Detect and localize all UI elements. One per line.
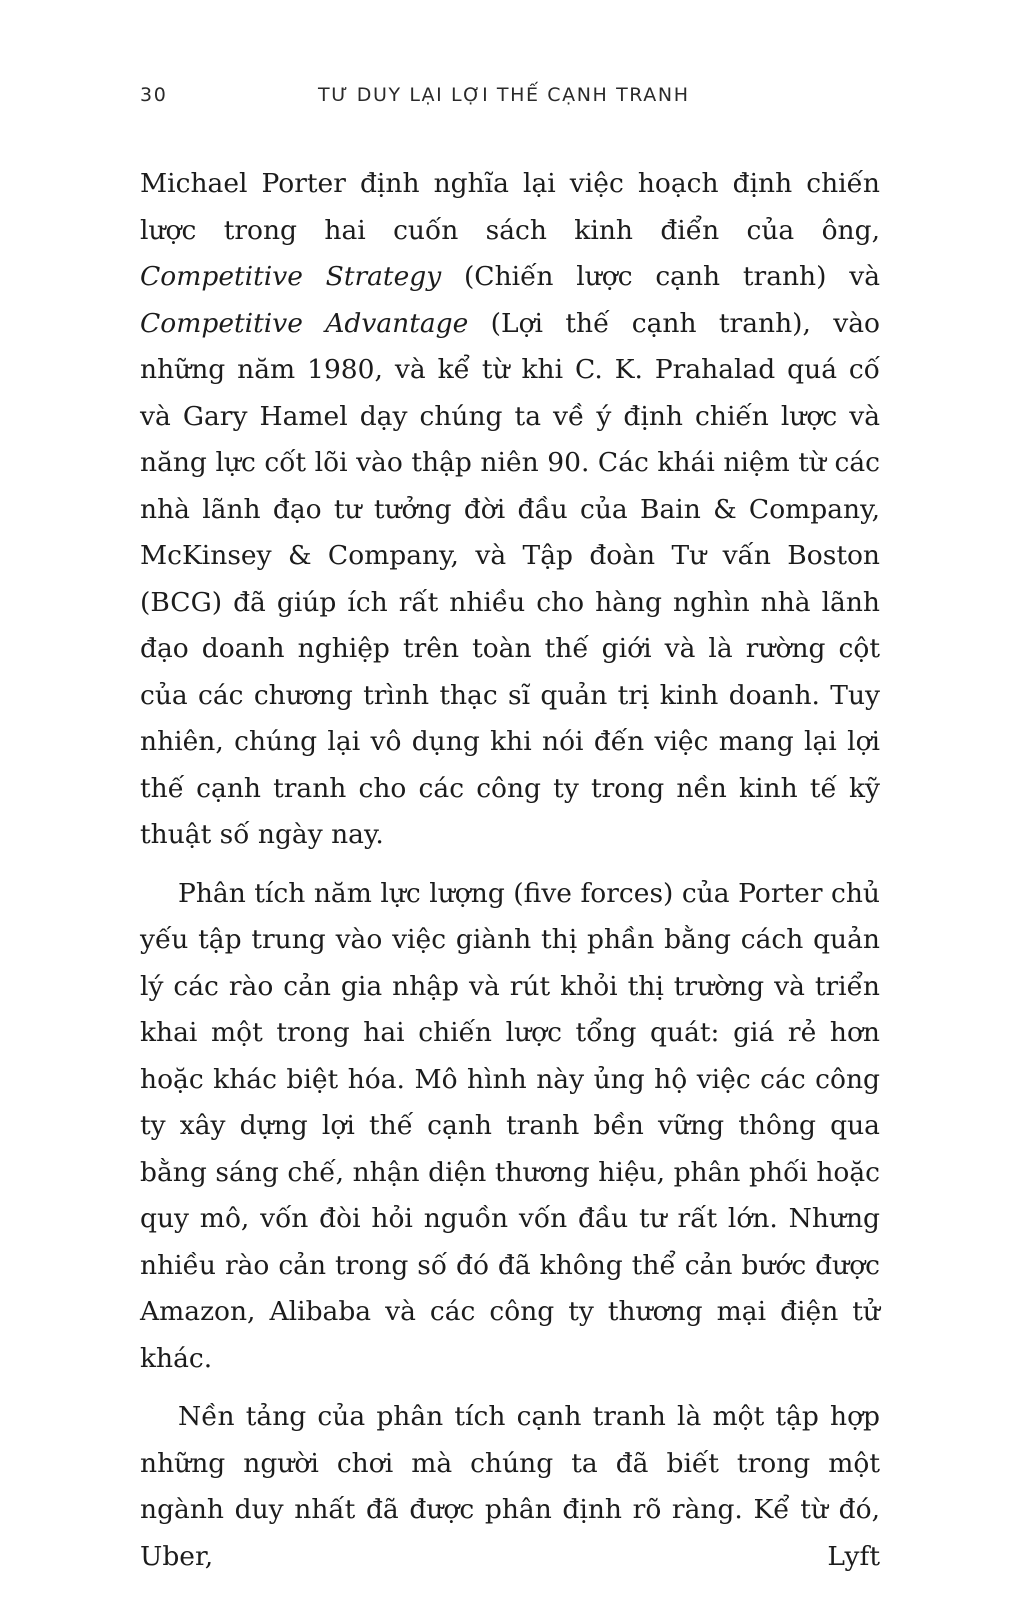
body-text	[140, 161, 880, 1592]
paragraph-1	[140, 161, 880, 859]
paragraph-1-text-c: (Lợi thế cạnh tranh), vào những năm 1980, và kể từ khi C. K. Prahalad quá cố và Gary Hamel dạy chúng ta về ý định chiến lược và năng lực cốt lõi vào thập niên 90. Các khái niệm từ các nhà lãnh đạo tư tưởng đời đầu của Bain & Company, McKinsey & Company, và Tập đoàn Tư vấn Boston (BCG) đã giúp ích rất nhiều cho hàng nghìn nhà lãnh đạo doanh nghiệp trên toàn thế giới và là rường cột của các chương trình thạc sĩ quản trị kinh doanh. Tuy nhiên, chúng lại vô dụng khi nói đến việc mang lại lợi thế cạnh tranh cho các công ty trong nền kinh tế kỹ thuật số ngày nay.	[140, 307, 881, 850]
paragraph-1-text-a: Michael Porter định nghĩa lại việc hoạch định chiến lược trong hai cuốn sách kinh điển của ông,	[140, 168, 880, 246]
page-header	[140, 84, 880, 114]
page-number: 30	[140, 84, 168, 106]
book-title-competitive-advantage: Competitive Advantage	[140, 307, 469, 339]
paragraph-2: Phân tích năm lực lượng (five forces) của Porter chủ yếu tập trung vào việc giành thị phần bằng cách quản lý các rào cản gia nhập và rút khỏi thị trường và triển khai một trong hai chiến lược tổng quát: giá rẻ hơn hoặc khác biệt hóa. Mô hình này ủng hộ việc các công ty xây dựng lợi thế cạnh tranh bền vững thông qua bằng sáng chế, nhận diện thương hiệu, phân phối hoặc quy mô, vốn đòi hỏi nguồn vốn đầu tư rất lớn. Nhưng nhiều rào cản trong số đó đã không thể cản bước được Amazon, Alibaba và các công ty thương mại điện tử khác.	[140, 877, 880, 1374]
running-title: TƯ DUY LẠI LỢI THẾ CẠNH TRANH	[318, 84, 690, 106]
paragraph-3: Nền tảng của phân tích cạnh tranh là một tập hợp những người chơi mà chúng ta đã biết trong một ngành duy nhất đã được phân định rõ ràng. Kể từ đó, Uber, Lyft	[140, 1401, 880, 1572]
book-title-competitive-strategy: Competitive Strategy	[140, 261, 442, 292]
paragraph-1-text-b: (Chiến lược cạnh tranh) và	[441, 261, 880, 292]
